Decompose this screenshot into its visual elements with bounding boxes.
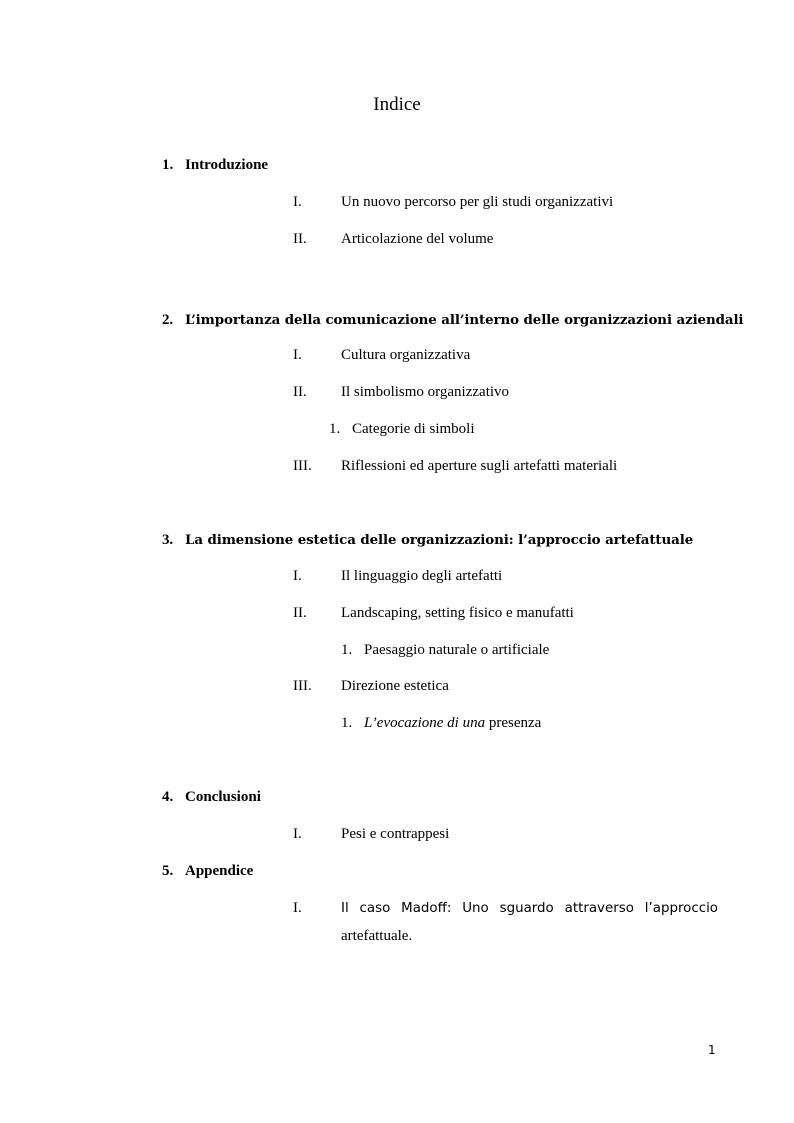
subsection-title-rest: presenza (485, 715, 542, 731)
section-roman: I. (293, 194, 302, 210)
section-roman: I. (293, 900, 302, 916)
section-roman: II. (293, 605, 307, 621)
page-title: Indice (373, 94, 421, 115)
subsection-title: Paesaggio naturale o artificiale (364, 642, 550, 658)
chapter-title: Appendice (185, 863, 254, 879)
section-roman: I. (293, 826, 302, 842)
section-title: Cultura organizzativa (341, 347, 471, 363)
section-title: Il simbolismo organizzativo (341, 384, 510, 400)
subsection-title-italic: L’evocazione di una (364, 715, 486, 731)
chapter-title: Conclusioni (185, 789, 261, 805)
section-title: Articolazione del volume (341, 231, 494, 247)
section-title: Landscaping, setting fisico e manufatti (341, 605, 574, 621)
section-roman: III. (293, 678, 312, 694)
section-title: Direzione estetica (341, 678, 449, 694)
subsection-number: 1. (341, 715, 353, 731)
page-number: 1 (708, 1043, 716, 1057)
section-roman: II. (293, 384, 307, 400)
chapter-3-heading (162, 532, 693, 549)
section-roman: II. (293, 231, 307, 247)
section-title-line-2: artefattuale. (341, 928, 413, 944)
chapter-number: 5. (162, 863, 174, 879)
subsection-number: 1. (329, 421, 341, 437)
section-title: Il linguaggio degli artefatti (341, 568, 503, 584)
chapter-title: La dimensione estetica delle organizzazioni: l’approccio artefattuale (185, 532, 694, 548)
toc-subsection (329, 421, 474, 438)
subsection-title: Categorie di simboli (352, 421, 475, 437)
section-title: Un nuovo percorso per gli studi organizzativi (341, 194, 614, 210)
section-title: Pesi e contrappesi (341, 826, 450, 842)
chapter-number: 3. (162, 532, 174, 548)
chapter-number: 1. (162, 157, 174, 173)
section-roman: I. (293, 347, 302, 363)
chapter-number: 4. (162, 789, 174, 805)
chapter-1-heading (162, 157, 268, 174)
chapter-title: Introduzione (185, 157, 269, 173)
subsection-number: 1. (341, 642, 353, 658)
section-title-line-1: Il caso Madoff: Uno sguardo attraverso l’approccio (341, 901, 718, 916)
section-title: Riflessioni ed aperture sugli artefatti materiali (341, 458, 618, 474)
chapter-title: L’importanza della comunicazione all’interno delle organizzazioni aziendali (185, 312, 744, 328)
toc-subsection (341, 642, 549, 659)
chapter-2-heading (162, 312, 743, 329)
section-roman: I. (293, 568, 302, 584)
section-roman: III. (293, 458, 312, 474)
chapter-4-heading (162, 789, 261, 806)
chapter-5-heading (162, 863, 253, 880)
chapter-number: 2. (162, 312, 174, 328)
toc-subsection (341, 715, 541, 732)
